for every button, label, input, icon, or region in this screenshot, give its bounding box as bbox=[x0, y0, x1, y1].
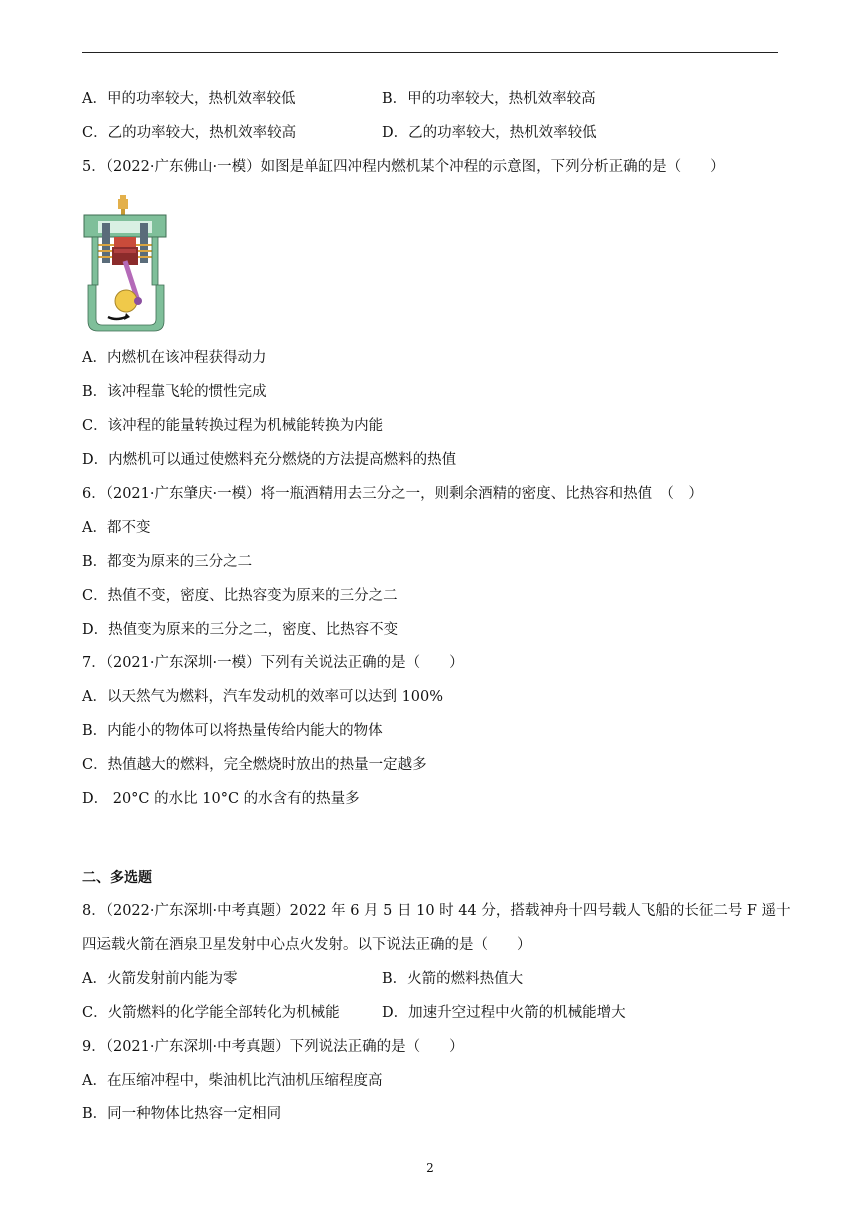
q8-stem-line2: 四运载火箭在酒泉卫星发射中心点火发射。以下说法正确的是（ ） bbox=[82, 937, 532, 953]
q6-option-d: D．热值变为原来的三分之二，密度、比热容不变 bbox=[82, 622, 399, 638]
q9-option-a: A．在压缩冲程中，柴油机比汽油机压缩程度高 bbox=[82, 1073, 383, 1089]
q6-option-a: A．都不变 bbox=[82, 520, 151, 536]
q7-option-b: B．内能小的物体可以将热量传给内能大的物体 bbox=[82, 723, 383, 739]
q8-stem-line1: 8．（2022·广东深圳·中考真题）2022 年 6 月 5 日 10 时 44 分，搭载神舟十四号载人飞船的长征二号 F 遥十 bbox=[82, 903, 791, 919]
q7-option-a: A．以天然气为燃料，汽车发动机的效率可以达到 100% bbox=[82, 689, 444, 705]
spark-plug-top bbox=[120, 195, 126, 199]
q4-option-b: B．甲的功率较大，热机效率较高 bbox=[382, 91, 596, 107]
combustion-gas bbox=[114, 237, 136, 247]
q8-option-c: C．火箭燃料的化学能全部转化为机械能 bbox=[82, 1005, 340, 1021]
q4-option-d: D．乙的功率较大，热机效率较低 bbox=[382, 125, 597, 141]
q8-option-a: A．火箭发射前内能为零 bbox=[82, 971, 238, 987]
flywheel bbox=[115, 290, 137, 312]
q4-option-c: C．乙的功率较大，热机效率较高 bbox=[82, 125, 297, 141]
spark-plug-body bbox=[118, 199, 128, 209]
q6-option-c: C．热值不变，密度、比热容变为原来的三分之二 bbox=[82, 588, 398, 604]
q5-stem: 5．（2022·广东佛山·一模）如图是单缸四冲程内燃机某个冲程的示意图，下列分析正确的是（ ） bbox=[82, 159, 725, 175]
q6-option-b: B．都变为原来的三分之二 bbox=[82, 554, 253, 570]
q5-option-a: A．内燃机在该冲程获得动力 bbox=[82, 350, 267, 366]
q7-stem: 7．（2021·广东深圳·一模）下列有关说法正确的是（ ） bbox=[82, 655, 464, 671]
q9-stem: 9．（2021·广东深圳·中考真题）下列说法正确的是（ ） bbox=[82, 1039, 464, 1055]
q6-stem: 6．（2021·广东肇庆·一模）将一瓶酒精用去三分之一，则剩余酒精的密度、比热容和热值 （ ） bbox=[82, 486, 703, 502]
q5-option-d: D．内燃机可以通过使燃料充分燃烧的方法提高燃料的热值 bbox=[82, 452, 457, 468]
q8-option-d: D．加速升空过程中火箭的机械能增大 bbox=[382, 1005, 626, 1021]
engine-stroke-diagram bbox=[82, 193, 182, 333]
q5-option-b: B．该冲程靠飞轮的惯性完成 bbox=[82, 384, 267, 400]
header-rule bbox=[82, 52, 778, 53]
q7-option-c: C．热值越大的燃料，完全燃烧时放出的热量一定越多 bbox=[82, 757, 427, 773]
rotation-arrow bbox=[108, 317, 126, 319]
page-number: 2 bbox=[426, 1161, 434, 1175]
q9-option-b: B．同一种物体比热容一定相同 bbox=[82, 1106, 282, 1122]
q7-option-d: D． 20°C 的水比 10°C 的水含有的热量多 bbox=[82, 791, 360, 807]
q5-option-c: C．该冲程的能量转换过程为机械能转换为内能 bbox=[82, 418, 384, 434]
q4-option-a: A．甲的功率较大，热机效率较低 bbox=[82, 91, 296, 107]
q8-option-b: B．火箭的燃料热值大 bbox=[382, 971, 524, 987]
section-title-multiple-choice: 二、多选题 bbox=[82, 870, 152, 886]
